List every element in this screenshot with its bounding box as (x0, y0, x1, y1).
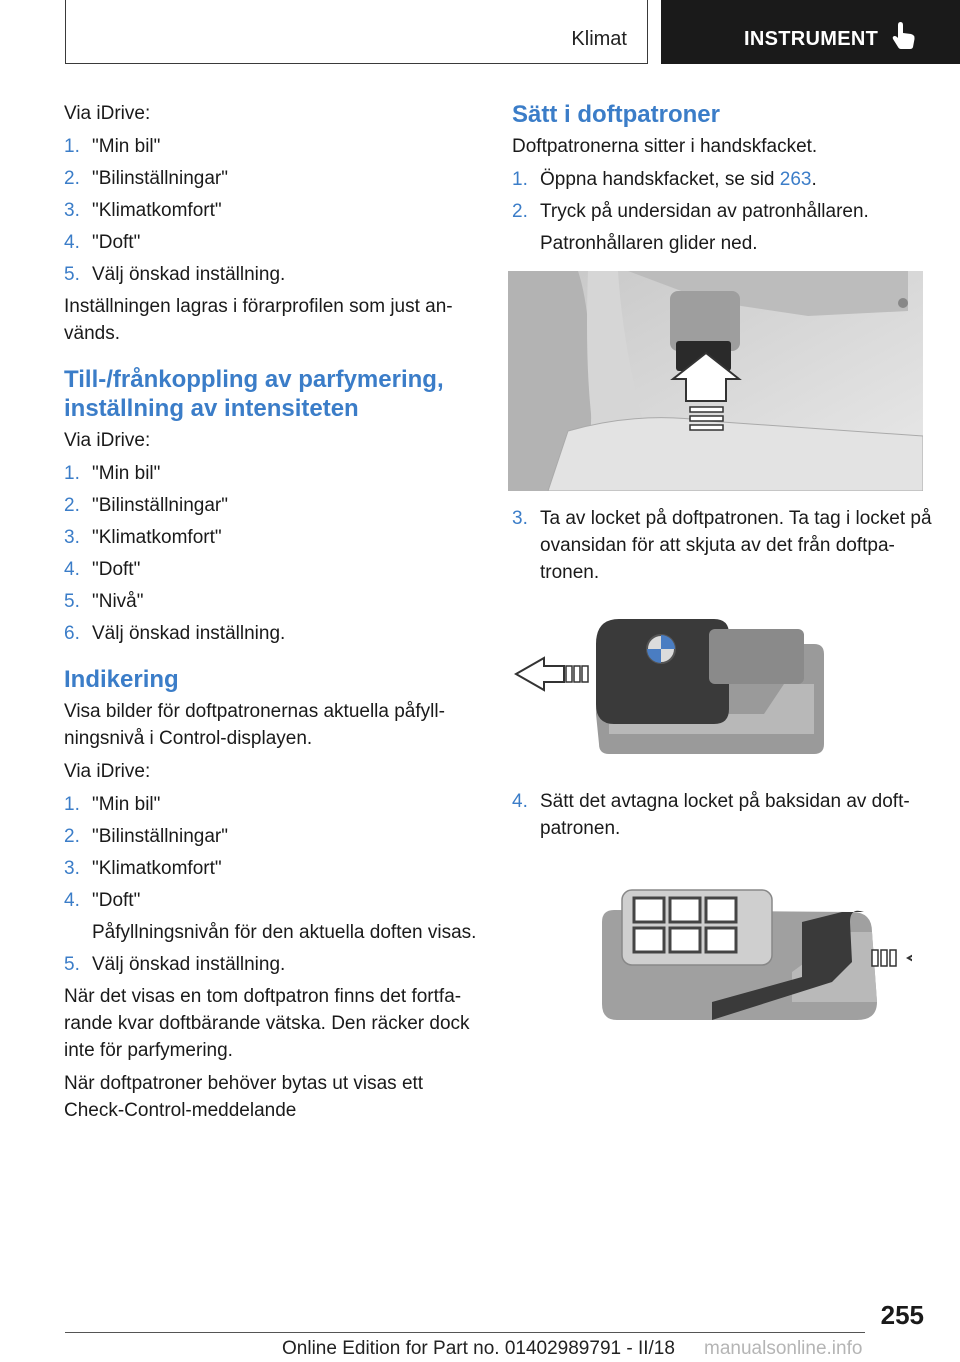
list-item: 1. "Min bil" (64, 136, 161, 157)
watermark: manualsonline.info (704, 1338, 863, 1359)
footer-divider (65, 1332, 865, 1333)
list-item: 3. "Klimatkomfort" (64, 527, 222, 548)
left-column (64, 100, 484, 1130)
via-idrive-label: Via iDrive: (64, 430, 151, 451)
insert-intro: Doftpatronerna sitter i handskfacket. (512, 136, 818, 157)
attach-lid-illustration (592, 882, 912, 1032)
section-heading-insert: Sätt i doftpatroner (512, 101, 720, 128)
list-item: 1. "Min bil" (64, 794, 161, 815)
list-item: 2. Tryck på undersidan av patronhållaren. Patronhållaren glider ned. (512, 198, 932, 257)
list-item: 5. Välj önskad inställning. (64, 264, 286, 285)
list-item: 5. Välj önskad inställning. (64, 954, 286, 975)
list-item: 2. "Bilinställningar" (64, 826, 228, 847)
profile-note: Inställningen lagras i förarprofilen som just an-vänds. (64, 296, 453, 344)
indication-description: Visa bilder för doftpatronernas aktuella påfyll-ningsnivå i Control-displayen. (64, 701, 445, 749)
list-item: 3. "Klimatkomfort" (64, 858, 222, 879)
insert-steps-list-continued (512, 505, 932, 586)
list-item: 3. Ta av locket på doftpatronen. Ta tag i locket på ovansidan för att skjuta av det från doftpa-tronen. (512, 508, 932, 583)
list-item: 1. Öppna handskfacket, se sid 263. (512, 169, 817, 190)
page-number: 255 (880, 1300, 924, 1330)
right-column (512, 100, 932, 1046)
list-item: 4. Sätt det avtagna locket på baksidan av doft-patronen. (512, 791, 910, 839)
steps-list-3 (64, 791, 484, 978)
insert-steps-list-final (512, 788, 932, 842)
header-section-tab (65, 0, 648, 64)
header-chapter-label: INSTRUMENT (744, 28, 879, 50)
list-item: 6. Välj önskad inställning. (64, 623, 286, 644)
list-item: 5. "Nivå" (64, 591, 144, 612)
list-item: 2. "Bilinställningar" (64, 168, 228, 189)
list-item: 3. "Klimatkomfort" (64, 200, 222, 221)
check-control-note: När doftpatroner behöver bytas ut visas ett Check-Control-meddelande (64, 1073, 424, 1121)
insert-steps-list (512, 166, 932, 257)
step-sub-text: Påfyllningsnivån för den aktuella doften visas. (92, 922, 477, 943)
edition-footer: Online Edition for Part no. 01402989791 - II/18 (282, 1338, 675, 1359)
remove-lid-illustration (514, 614, 834, 764)
list-item: 4. "Doft" (64, 559, 141, 580)
list-item: 2. "Bilinställningar" (64, 495, 228, 516)
header-section-label: Klimat (571, 28, 627, 50)
section-heading-indication: Indikering (64, 666, 179, 693)
list-item: 4. "Doft" (64, 232, 141, 253)
glovebox-holder-illustration (508, 271, 923, 491)
steps-list-2 (64, 460, 484, 647)
pointing-hand-icon (891, 22, 917, 50)
list-item: 1. "Min bil" (64, 463, 161, 484)
steps-list-1 (64, 133, 484, 288)
via-idrive-label: Via iDrive: (64, 103, 151, 124)
page-link[interactable]: 263 (779, 169, 812, 190)
step-sub-text: Patronhållaren glider ned. (540, 233, 758, 254)
section-heading-toggle: Till-/frånkoppling av parfymering, inställning av intensiteten (64, 366, 444, 422)
via-idrive-label: Via iDrive: (64, 761, 151, 782)
list-item: 4. "Doft" Påfyllningsnivån för den aktuella doften visas. (64, 887, 484, 946)
header-chapter-tab (661, 0, 960, 64)
empty-cartridge-note: När det visas en tom doftpatron finns det fortfa-rande kvar doftbärande vätska. Den räcker dock inte för parfymering. (64, 986, 470, 1061)
